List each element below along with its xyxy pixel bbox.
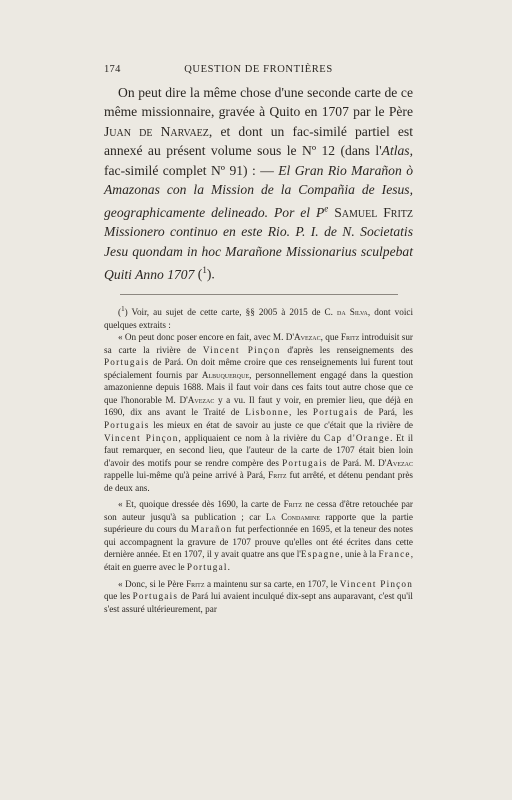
footnote-intro: ($^1$) Voir, au sujet de cette carte, §§ 2005 à 2015 de C. da Silva, dont voici quelques extraits :: [104, 305, 414, 330]
author-name: Juan de Narvaez: [104, 123, 209, 139]
page-number: 174: [104, 64, 121, 75]
footnote-quote-3: « Donc, si le Père Fritz a maintenu sur sa carte, en 1707, le Vincent Pinçon que les Portugais de Pará lui avaient inculqué dix-sept ans auparavant, c'est qu'il s'est assuré ultérieurement, par: [104, 578, 414, 614]
fritz-name: Samuel Fritz: [334, 204, 413, 220]
map-title: El Gran Rio Marañon ò Amazonas con la Mission de la Compañia de Iesus, geographicamente delineado. Por el $P^e$ Samuel Fritz Missionero continuo en este Rio. P. I. de N. Societatis Jesu quondam in hoc Marañone Missionarius sculpebat Quiti Anno 1707: [104, 162, 413, 282]
footnote-quote-2: « Et, quoique dressée dès 1690, la carte de Fritz ne cessa d'être retouchée par son auteur jusqu'à sa publication ; car La Condamine rapporte que la partie supérieure du cours du Marañon fut perfectionnée en 1695, et la teneur des notes qui accompagnent la gravure de 1707 prouve qu'elles ont été écrites dans cette dernière année. Et en 1707, il y avait quatre ans que l'Espagne, unie à la France, était en guerre avec le Portugal.: [104, 499, 414, 572]
footnote-marker[interactable]: 1: [202, 265, 207, 276]
main-paragraph: On peut dire la même chose d'une seconde carte de ce même missionnaire, gravée à Quito en 1707 par le Père Juan de Narvaez, et dont un fac-similé partiel est annexé au présent volume sous le Nº 12 (dans l'Atlas, fac-similé complet Nº 91) : — El Gran Rio Marañon ò Amazonas con la Mission de la Compañia de Iesus, geographicamente delineado. Por el $P^e$ Samuel Fritz Missionero continuo en este Rio. P. I. de N. Societatis Jesu quondam in hoc Marañone Missionarius sculpebat Quiti Anno 1707 ($^1$).: [104, 85, 413, 282]
atlas-ref: Atlas: [381, 143, 410, 159]
footnote: [104, 303, 413, 615]
running-header: [104, 64, 413, 78]
footnote-rule: [120, 294, 398, 295]
main-text: [104, 83, 413, 284]
running-title: QUESTION DE FRONTIÈRES: [184, 64, 333, 75]
footnote-quote-1: « On peut donc poser encore en fait, avec M. D'Avezac, que Fritz introduisit sur sa carte la rivière de Vincent Pinçon d'après les renseignements des Portugais de Pará. On doit même croire que ces renseignements lui furent tout spécialement fournis par Albuquerque, personnellement engagé dans la question amazonienne depuis 1688. Mais il faut voir dans ces faits tout autre chose que ce que l'honorable M. D'Avezac y a vu. Il faut y voir, en premier lieu, que déjà en 1690, dix ans avant le Traité de Lisbonne, les Portugais de Pará, les Portugais les mieux en état de savoir au juste ce que c'était que la rivière de Vincent Pinçon, appliquaient ce nom à la rivière du Cap d'Orange. Et il faut remarquer, en second lieu, que l'auteur de la carte de 1707 était bien loin d'avoir des motifs pour se rendre compère des Portugais de Pará. M. D'Avezac rappelle lui-même qu'à peine arrivé à Pará, Fritz fut arrêté, et détenu pendant près de deux ans.: [104, 332, 414, 493]
